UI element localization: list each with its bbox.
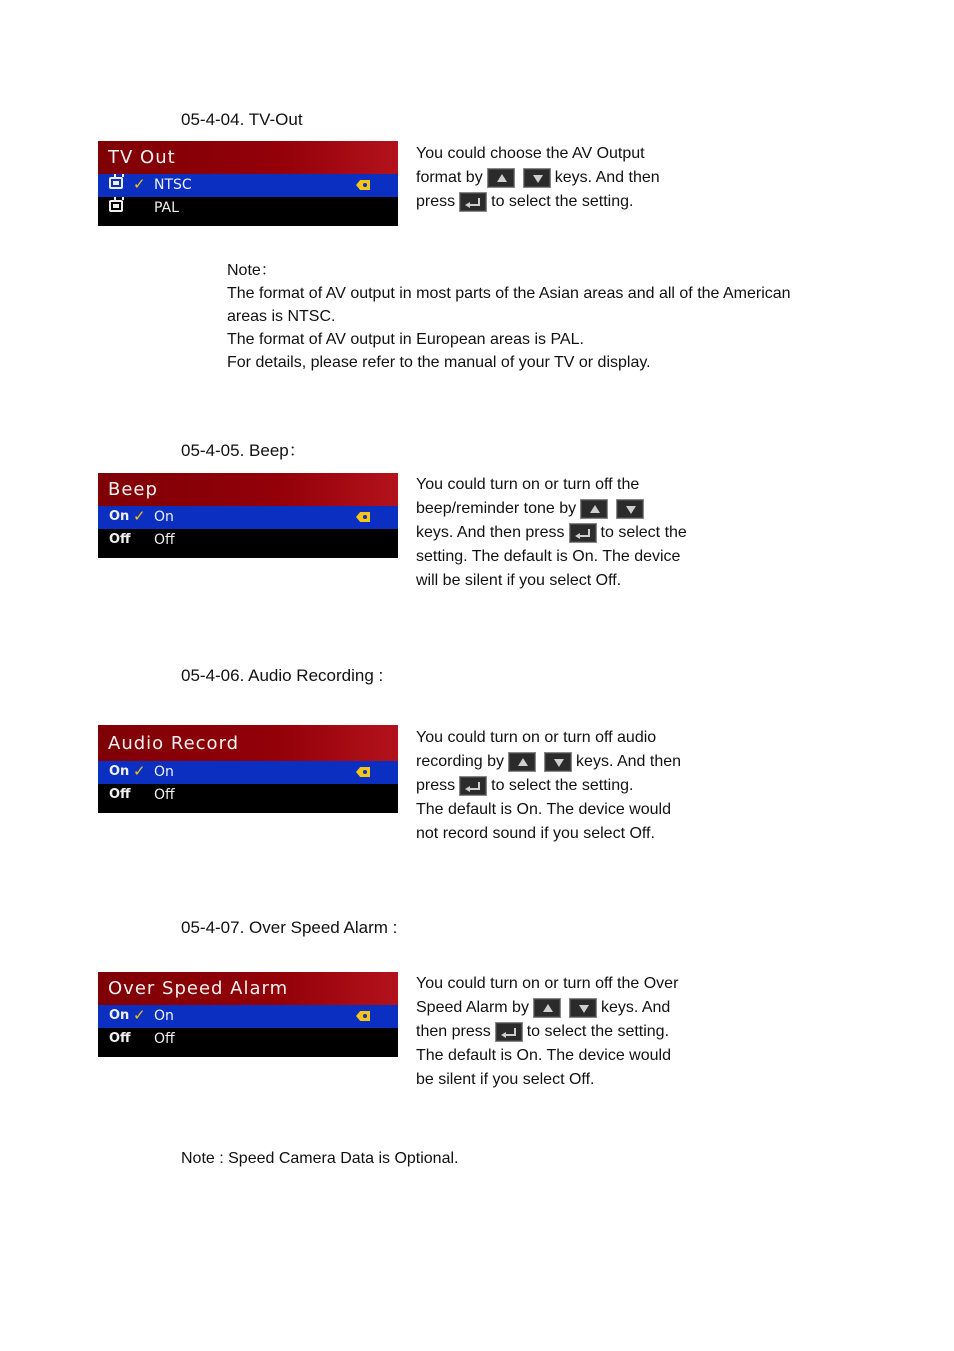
- menu-row-on[interactable]: [98, 1005, 398, 1028]
- up-key-icon: [533, 998, 561, 1018]
- up-key-icon: [580, 499, 608, 519]
- beep-description: You could turn on or turn off the beep/reminder tone by keys. And then press to select the setting. The default is On. The device will be silent if you select Off.: [416, 476, 687, 589]
- menu-row-pal[interactable]: [98, 197, 398, 220]
- section-heading-beep: 05-4-05. Beep：: [181, 441, 306, 460]
- footer-note: Note : Speed Camera Data is Optional.: [181, 1150, 459, 1167]
- down-key-icon: [544, 752, 572, 772]
- up-key-icon: [508, 752, 536, 772]
- section-heading-over-speed-alarm: 05-4-07. Over Speed Alarm :: [181, 918, 398, 937]
- tv-out-menu-panel: [98, 141, 398, 226]
- panel-title: Beep: [98, 473, 398, 506]
- down-key-icon: [569, 998, 597, 1018]
- panel-title: TV Out: [98, 141, 398, 174]
- down-key-icon: [616, 499, 644, 519]
- selection-marker-icon: [356, 1011, 370, 1021]
- menu-row-off[interactable]: [98, 1028, 398, 1051]
- menu-row-label: On: [154, 1008, 174, 1024]
- check-icon: ✓: [133, 507, 146, 525]
- off-icon: Off: [109, 1031, 131, 1046]
- audio-record-menu-panel: [98, 725, 398, 813]
- section-heading-audio-recording: 05-4-06. Audio Recording :: [181, 666, 384, 685]
- tv-icon: [109, 200, 123, 216]
- menu-row-label: On: [154, 764, 174, 780]
- selection-marker-icon: [356, 512, 370, 522]
- menu-row-on[interactable]: [98, 761, 398, 784]
- menu-row-label: PAL: [154, 200, 179, 216]
- enter-key-icon: [459, 192, 487, 212]
- tv-out-description: You could choose the AV Output format by keys. And then press to select the setting.: [416, 145, 660, 210]
- panel-title: Audio Record: [98, 725, 398, 761]
- menu-row-ntsc[interactable]: [98, 174, 398, 197]
- down-key-icon: [523, 168, 551, 188]
- enter-key-icon: [459, 776, 487, 796]
- over-speed-alarm-description: You could turn on or turn off the Over Speed Alarm by keys. And then press to select the setting. The default is On. The device would be silent if you select Off.: [416, 975, 679, 1088]
- check-icon: ✓: [133, 1006, 146, 1024]
- on-icon: On: [109, 1008, 130, 1023]
- beep-menu-panel: [98, 473, 398, 558]
- section-heading-tv-out: 05-4-04. TV-Out: [181, 110, 303, 129]
- check-icon: ✓: [133, 762, 146, 780]
- audio-recording-description: You could turn on or turn off audio recording by keys. And then press to select the setting. The default is On. The device would not record sound if you select Off.: [416, 729, 682, 842]
- check-icon: ✓: [133, 175, 146, 193]
- on-icon: On: [109, 764, 130, 779]
- menu-row-label: NTSC: [154, 177, 192, 193]
- on-icon: On: [109, 509, 130, 524]
- enter-key-icon: [569, 523, 597, 543]
- menu-row-label: Off: [154, 1031, 175, 1047]
- over-speed-alarm-menu-panel: [98, 972, 398, 1057]
- menu-row-on[interactable]: [98, 506, 398, 529]
- selection-marker-icon: [356, 767, 370, 777]
- menu-row-label: Off: [154, 787, 175, 803]
- off-icon: Off: [109, 532, 131, 547]
- menu-row-off[interactable]: [98, 529, 398, 552]
- menu-row-off[interactable]: [98, 784, 398, 807]
- up-key-icon: [487, 168, 515, 188]
- menu-row-label: Off: [154, 532, 175, 548]
- off-icon: Off: [109, 787, 131, 802]
- panel-title: Over Speed Alarm: [98, 972, 398, 1005]
- tv-icon: [109, 177, 123, 193]
- enter-key-icon: [495, 1022, 523, 1042]
- menu-row-label: On: [154, 509, 174, 525]
- tv-out-note: Note： The format of AV output in most parts of the Asian areas and all of the American areas is NTSC. The format of AV output in European areas is PAL. For details, please refer to the manual of your TV or display.: [227, 262, 791, 371]
- selection-marker-icon: [356, 180, 370, 190]
